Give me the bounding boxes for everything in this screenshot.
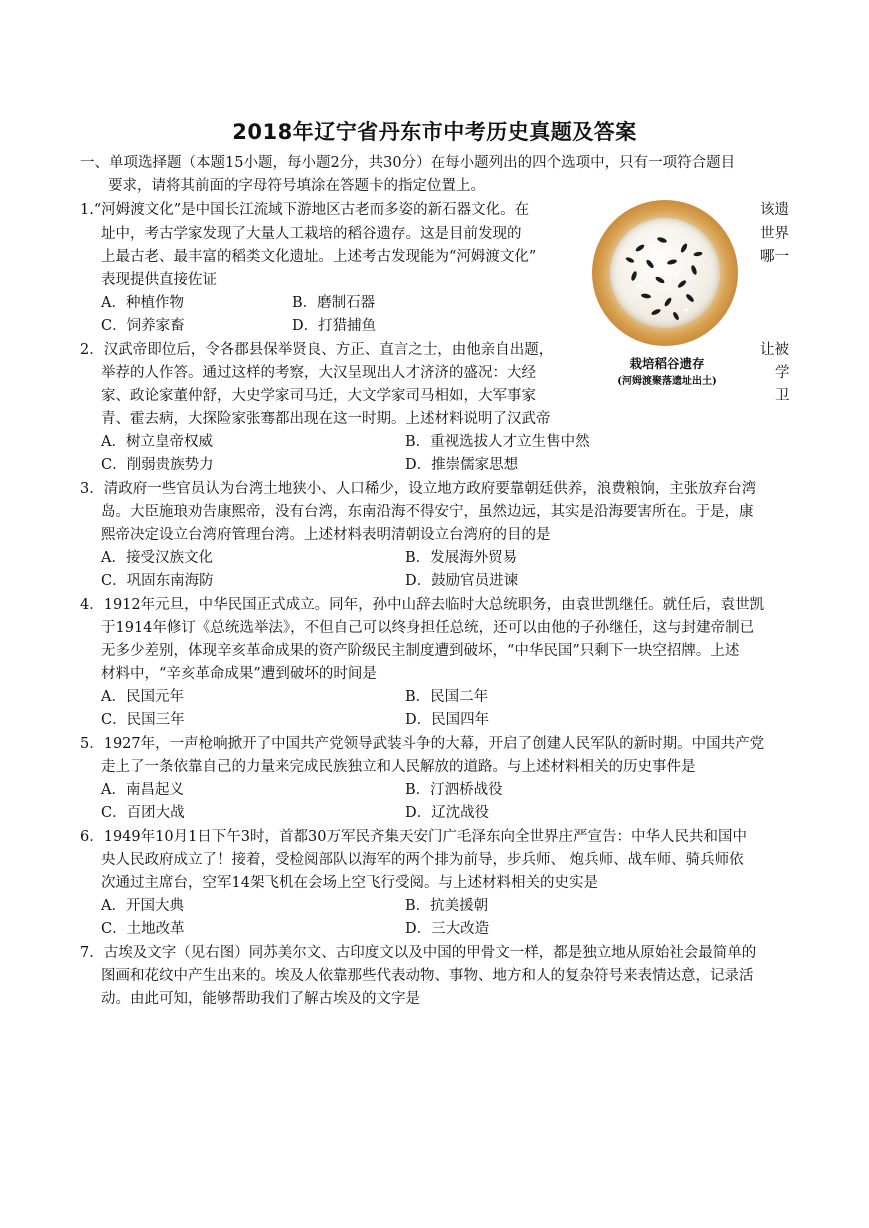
q4-line-4: 材料中，“辛亥革命成果”遭到破坏的时间是 (101, 666, 377, 682)
q1-line-4: 表现提供直接佐证 (101, 272, 217, 288)
q3-option-b[interactable]: B．发展海外贸易 (405, 550, 518, 566)
q6-line-3: 次通过主席台，空军14架飞机在会场上空飞行受阅。与上述材料相关的史实是 (101, 875, 598, 891)
q6-line-1: 6．1949年10月1日下午3时，首都30万军民齐集天安门广毛泽东向全世界庄严宣告：中华人民共和国中 (80, 829, 747, 845)
figure-subcaption: (河姆渡聚落遗址出土) (617, 376, 717, 387)
q2-line-4: 青、霍去病，大探险家张骞都出现在这一时期。上述材料说明了汉武帝 (101, 411, 551, 427)
q5-line-2: 走上了一条依靠自己的力量来完成民族独立和人民解放的道路。与上述材料相关的历史事件是 (101, 759, 696, 775)
q1-line-3-tail: 哪一 (760, 249, 789, 265)
q3-option-c[interactable]: C．巩固东南海防 (101, 573, 214, 589)
q7-line-2: 图画和花纹中产生出来的。埃及人依靠那些代表动物、事物、地方和人的复杂符号来表情达意，记录活 (101, 968, 754, 984)
q2-option-d[interactable]: D．推崇儒家思想 (405, 457, 519, 473)
q3-option-d[interactable]: D．鼓励官员进谏 (405, 573, 519, 589)
q7-line-1: 7．古埃及文字（见右图）同苏美尔文、古印度文以及中国的甲骨文一样，都是独立地从原始社会最简单的 (80, 945, 757, 961)
q6-option-d[interactable]: D．三大改造 (405, 921, 490, 937)
q2-option-c[interactable]: C．削弱贵族势力 (101, 457, 214, 473)
q2-line-1: 2．汉武帝即位后，令各郡县保举贤良、方正、直言之士，由他亲自出题， (80, 342, 554, 358)
q2-line-1-tail: 让被 (760, 342, 789, 358)
figure-caption: 栽培稻谷遗存 (629, 356, 705, 371)
q6-line-2: 央人民政府成立了！接着，受检阅部队以海军的两个排为前导，步兵师、 炮兵师、战车师、骑兵师依 (101, 852, 744, 868)
rice-remains-figure (582, 196, 752, 391)
q5-option-a[interactable]: A．南昌起义 (101, 782, 184, 798)
q2-option-a[interactable]: A．树立皇帝权威 (101, 434, 213, 450)
q4-line-2: 于1914年修订《总统选举法》，不但自己可以终身担任总统，还可以由他的子孙继任，这与封建帝制已 (101, 620, 755, 636)
q2-option-b[interactable]: B．重视选拔人才立生售中然 (405, 434, 590, 450)
q1-line-3: 上最古老、最丰富的稻类文化遗址。上述考古发现能为“河姆渡文化” (101, 249, 537, 265)
q6-option-a[interactable]: A．开国大典 (101, 898, 184, 914)
q6-option-c[interactable]: C．土地改革 (101, 921, 185, 937)
q1-option-d[interactable]: D．打猎捕鱼 (292, 318, 377, 334)
q7-line-3: 动。由此可知，能够帮助我们了解古埃及的文字是 (101, 991, 420, 1007)
q5-option-b[interactable]: B．汀泗桥战役 (405, 782, 503, 798)
q3-line-2: 岛。大臣施琅劝告康熙帝，没有台湾，东南沿海不得安宁，虽然边远，其实是沿海要害所在。于是，康 (101, 504, 754, 520)
q6-option-b[interactable]: B．抗美援朝 (405, 898, 489, 914)
q3-line-3: 熙帝决定设立台湾府管理台湾。上述材料表明清朝设立台湾府的目的是 (101, 527, 551, 543)
q4-line-3: 无多少差别，体现辛亥革命成果的资产阶级民主制度遭到破坏，“中华民国”只剩下一块空招牌。上述 (101, 643, 740, 659)
q1-line-2: 址中，考古学家发现了大量人工栽培的稻谷遗存。这是目前发现的 (101, 226, 522, 242)
q4-option-b[interactable]: B．民国二年 (405, 689, 489, 705)
section-instruction-line-1: 一、单项选择题（本题15小题，每小题2分，共30分）在每小题列出的四个选项中，只有一项符合题目 (80, 155, 736, 171)
q2-line-2-tail: 学 (775, 365, 790, 381)
rice-grains-image (610, 218, 720, 328)
q1-line-2-tail: 世界 (760, 226, 789, 242)
q4-option-d[interactable]: D．民国四年 (405, 712, 490, 728)
q5-option-d[interactable]: D．辽沈战役 (405, 805, 490, 821)
q5-option-c[interactable]: C．百团大战 (101, 805, 185, 821)
q1-option-c[interactable]: C．饲养家畜 (101, 318, 185, 334)
q3-line-1: 3．清政府一些官员认为台湾土地狭小、人口稀少，设立地方政府要靠朝廷供养，浪费粮饷，主张放弃台湾 (80, 481, 757, 497)
q1-option-b[interactable]: B．磨制石器 (292, 295, 376, 311)
q1-line-1-tail: 该遗 (760, 202, 789, 218)
q5-line-1: 5．1927年，一声枪响掀开了中国共产党领导武装斗争的大幕，开启了创建人民军队的新时期。中国共产党 (80, 736, 765, 752)
section-instruction-line-2: 要求，请将其前面的字母符号填涂在答题卡的指定位置上。 (108, 178, 485, 194)
q4-option-a[interactable]: A．民国元年 (101, 689, 184, 705)
q2-line-2: 举荐的人作答。通过这样的考察，大汉呈现出人才济济的盛况：大经 (101, 365, 536, 381)
q3-option-a[interactable]: A．接受汉族文化 (101, 550, 213, 566)
q2-line-3: 家、政论家董仲舒，大史学家司马迁，大文学家司马相如，大军事家 (101, 388, 536, 404)
q1-option-a[interactable]: A．种植作物 (101, 295, 184, 311)
q1-line-1: 1.“河姆渡文化”是中国长江流域下游地区古老而多姿的新石器文化。在 (80, 202, 530, 218)
q4-line-1: 4．1912年元旦，中华民国正式成立。同年，孙中山辞去临时大总统职务，由袁世凯继任。就任后，袁世凯 (80, 597, 765, 613)
page-title: 2018年辽宁省丹东市中考历史真题及答案 (232, 120, 637, 144)
q2-line-3-tail: 卫 (775, 388, 790, 404)
petri-dish-image (592, 200, 738, 346)
q4-option-c[interactable]: C．民国三年 (101, 712, 185, 728)
